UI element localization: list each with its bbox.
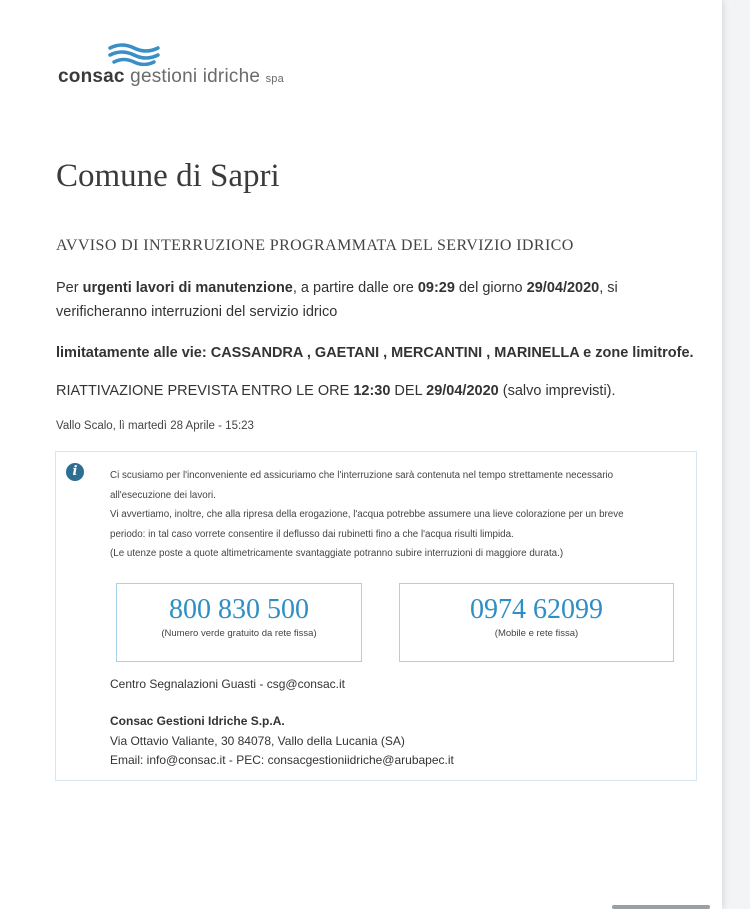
info-line: Vi avvertiamo, inoltre, che alla ripresa della erogazione, l'acqua potrebbe assumere una lieve colorazione per un breve: [110, 509, 624, 520]
p1-works: urgenti lavori di manutenzione: [82, 280, 293, 296]
logo-brand-rest: gestioni idriche: [130, 66, 261, 87]
mobile-number-box: [399, 583, 674, 662]
info-line: (Le utenze poste a quote altimetricamente svantaggiate potranno subire interruzioni di maggiore durata.): [110, 548, 564, 559]
dateline: Vallo Scalo, lì martedì 28 Aprile - 15:23: [56, 420, 254, 432]
logo-brand-bold: consac: [58, 66, 125, 87]
toll-free-number-box: [116, 583, 362, 662]
info-line: periodo: in tal caso vorrete consentire il deflusso dai rubinetti fino a che l'acqua risulti limpida.: [110, 528, 514, 540]
r-text-a: RIATTIVAZIONE PREVISTA ENTRO LE ORE: [56, 383, 354, 399]
water-waves-icon: [108, 42, 160, 66]
fault-report-line: Centro Segnalazioni Guasti - csg@consac.it: [110, 677, 345, 691]
mobile-label: (Mobile e rete fissa): [494, 628, 579, 639]
toll-free-label: (Numero verde gratuito da rete fissa): [161, 628, 317, 639]
toll-free-number[interactable]: 800 830 500: [169, 594, 309, 625]
info-line: Ci scusiamo per l'inconveniente ed assicuriamo che l'interruzione sarà contenuta nel tempo strettamente necessario: [110, 470, 614, 481]
logo-brand-suffix: spa: [265, 73, 284, 85]
p1-text-e: , si verificheranno interruzioni del servizio idrico: [56, 280, 618, 320]
info-text: [110, 466, 680, 564]
company-name: Consac Gestioni Idriche S.p.A.: [110, 714, 285, 728]
p1-text-a: Per: [56, 280, 83, 296]
page-title: Comune di Sapri: [56, 158, 280, 194]
company-address: Via Ottavio Valiante, 30 84078, Vallo della Lucania (SA): [110, 733, 405, 748]
company-info: [110, 712, 454, 771]
reactivation-date: 29/04/2020: [426, 383, 499, 399]
mobile-number[interactable]: 0974 62099: [470, 594, 603, 625]
r-text-c: (salvo imprevisti).: [498, 383, 616, 399]
p1-text-d: del giorno: [454, 280, 527, 296]
p1-start-date: 29/04/2020: [526, 280, 600, 296]
info-box: [55, 451, 697, 781]
p1-text-c: , a partire dalle ore: [292, 280, 418, 296]
reactivation-paragraph: [56, 379, 616, 403]
notice-subtitle: AVVISO DI INTERRUZIONE PROGRAMMATA DEL SERVIZIO IDRICO: [56, 237, 574, 254]
reactivation-time: 12:30: [353, 383, 391, 399]
affected-streets: limitatamente alle vie: CASSANDRA , GAETANI , MERCANTINI , MARINELLA e zone limitrofe.: [56, 345, 694, 361]
info-line: all'esecuzione dei lavori.: [110, 489, 216, 501]
logo-wordmark: [58, 66, 284, 88]
interruption-paragraph: [56, 276, 646, 324]
info-icon: i: [66, 463, 84, 481]
horizontal-scrollbar[interactable]: [612, 905, 710, 909]
p1-start-time: 09:29: [417, 280, 455, 296]
r-text-b: DEL: [390, 383, 427, 399]
company-contacts: Email: info@consac.it - PEC: consacgestioniidriche@arubapec.it: [110, 753, 454, 767]
